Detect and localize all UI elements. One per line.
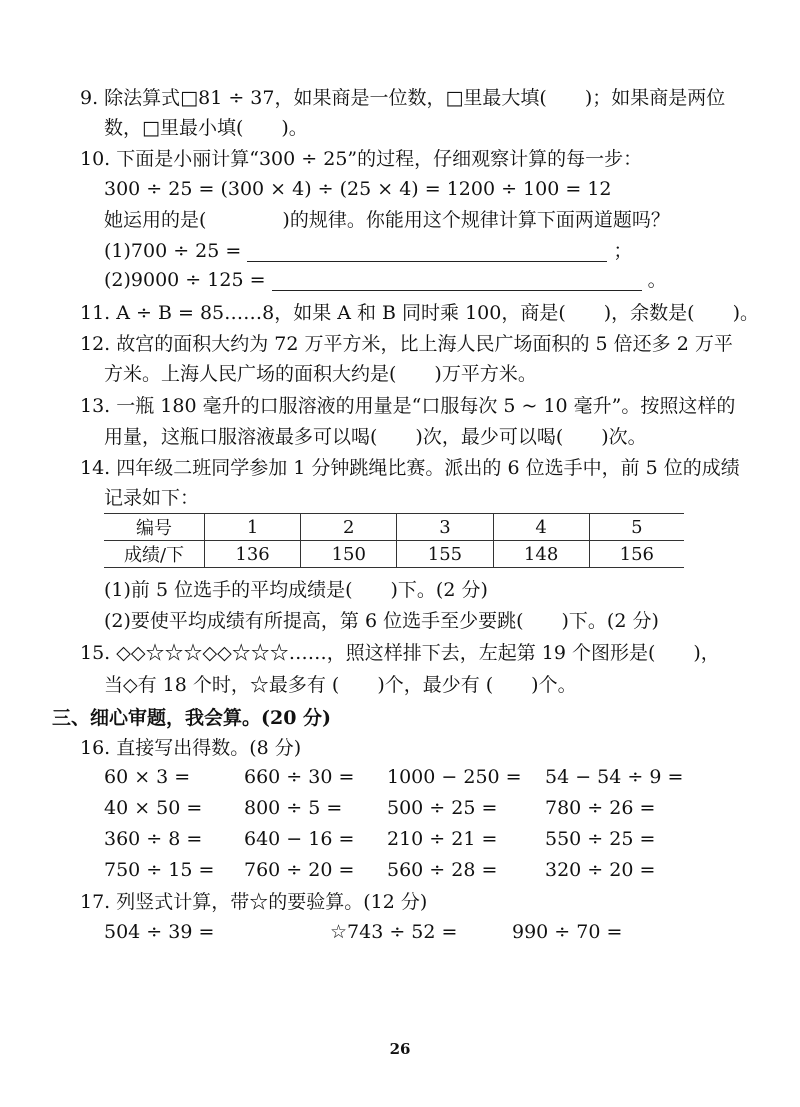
q10-sub2-label: (2)9000 ÷ 125 = — [104, 269, 266, 291]
q12-line1: 12. 故宫的面积大约为 72 万平方米，比上海人民广场面积的 5 倍还多 2 万平 — [80, 333, 733, 355]
table-cell: 成绩/下 — [104, 541, 205, 568]
q10-sub2-answer-blank[interactable] — [272, 272, 642, 291]
q13-line1: 13. 一瓶 180 毫升的口服溶液的用量是“口服每次 5 ~ 10 毫升”。按照这样的 — [80, 395, 736, 417]
calc-item: 640 − 16 = — [244, 828, 355, 850]
table-cell: 136 — [205, 541, 301, 568]
calc-item: 780 ÷ 26 = — [545, 797, 656, 819]
calc-item: 750 ÷ 15 = — [104, 859, 215, 881]
table-cell: 156 — [589, 541, 684, 568]
q14-sub1: (1)前 5 位选手的平均成绩是( )下。(2 分) — [104, 579, 488, 601]
table-row-ids — [104, 514, 684, 541]
page-number: 26 — [389, 1040, 411, 1058]
calc-item: 54 − 54 ÷ 9 = — [545, 766, 684, 788]
calc-item: 320 ÷ 20 = — [545, 859, 656, 881]
calc-item: 60 × 3 = — [104, 766, 191, 788]
q10-sub1 — [104, 239, 632, 263]
calc-item: 1000 − 250 = — [387, 766, 522, 788]
q10-sub2 — [104, 268, 667, 292]
vertical-calc-item: ☆743 ÷ 52 = — [330, 921, 458, 943]
q10-sub1-end: ； — [613, 240, 633, 262]
q10-sub2-end: 。 — [647, 269, 667, 291]
table-cell: 编号 — [104, 514, 205, 541]
q14-line1: 14. 四年级二班同学参加 1 分钟跳绳比赛。派出的 6 位选手中，前 5 位的成绩 — [80, 457, 740, 479]
table-cell: 1 — [205, 514, 301, 541]
calc-item: 550 ÷ 25 = — [545, 828, 656, 850]
table-cell: 2 — [301, 514, 397, 541]
table-cell: 3 — [397, 514, 493, 541]
q17-title: 17. 列竖式计算，带☆的要验算。(12 分) — [80, 891, 428, 913]
q11-text: 11. A ÷ B = 85……8，如果 A 和 B 同时乘 100，商是( )，余数是( )。 — [80, 302, 760, 324]
table-cell: 150 — [301, 541, 397, 568]
table-row-scores — [104, 541, 684, 568]
q16-title: 16. 直接写出得数。(8 分) — [80, 737, 302, 759]
q15-line1: 15. ◇◇☆☆☆◇◇☆☆☆……，照这样排下去，左起第 19 个图形是( )， — [80, 642, 720, 664]
q14-sub2: (2)要使平均成绩有所提高，第 6 位选手至少要跳( )下。(2 分) — [104, 610, 659, 632]
section-heading: 三、细心审题，我会算。(20 分) — [52, 707, 332, 729]
calc-item: 360 ÷ 8 = — [104, 828, 203, 850]
calc-item: 40 × 50 = — [104, 797, 203, 819]
vertical-calc-item: 504 ÷ 39 = — [104, 921, 215, 943]
table-cell: 148 — [493, 541, 589, 568]
vertical-calc-item: 990 ÷ 70 = — [512, 921, 623, 943]
table-cell: 155 — [397, 541, 493, 568]
q10-sub1-answer-blank[interactable] — [247, 243, 607, 262]
q10-formula: 300 ÷ 25 = (300 × 4) ÷ (25 × 4) = 1200 ÷ 100 = 12 — [104, 178, 612, 200]
q10-sub1-label: (1)700 ÷ 25 = — [104, 240, 242, 262]
q9-line2: 数，□里最小填( )。 — [104, 117, 308, 139]
calc-item: 800 ÷ 5 = — [244, 797, 343, 819]
calc-item: 760 ÷ 20 = — [244, 859, 355, 881]
calc-item: 660 ÷ 30 = — [244, 766, 355, 788]
q14-line2: 记录如下： — [104, 487, 200, 509]
calc-item: 500 ÷ 25 = — [387, 797, 498, 819]
score-table — [104, 513, 684, 568]
q10-line1: 10. 下面是小丽计算“300 ÷ 25”的过程，仔细观察计算的每一步： — [80, 148, 643, 170]
calc-item: 210 ÷ 21 = — [387, 828, 498, 850]
calc-item: 560 ÷ 28 = — [387, 859, 498, 881]
q13-line2: 用量，这瓶口服溶液最多可以喝( )次，最少可以喝( )次。 — [104, 426, 647, 448]
q9-line1: 9. 除法算式□81 ÷ 37，如果商是一位数，□里最大填( )；如果商是两位 — [80, 87, 726, 109]
q10-line3: 她运用的是( )的规律。你能用这个规律计算下面两道题吗？ — [104, 209, 670, 231]
table-cell: 5 — [589, 514, 684, 541]
q15-line2: 当◇有 18 个时，☆最多有 ( )个，最少有 ( )个。 — [104, 674, 577, 696]
q12-line2: 方米。上海人民广场的面积大约是( )万平方米。 — [104, 363, 537, 385]
table-cell: 4 — [493, 514, 589, 541]
